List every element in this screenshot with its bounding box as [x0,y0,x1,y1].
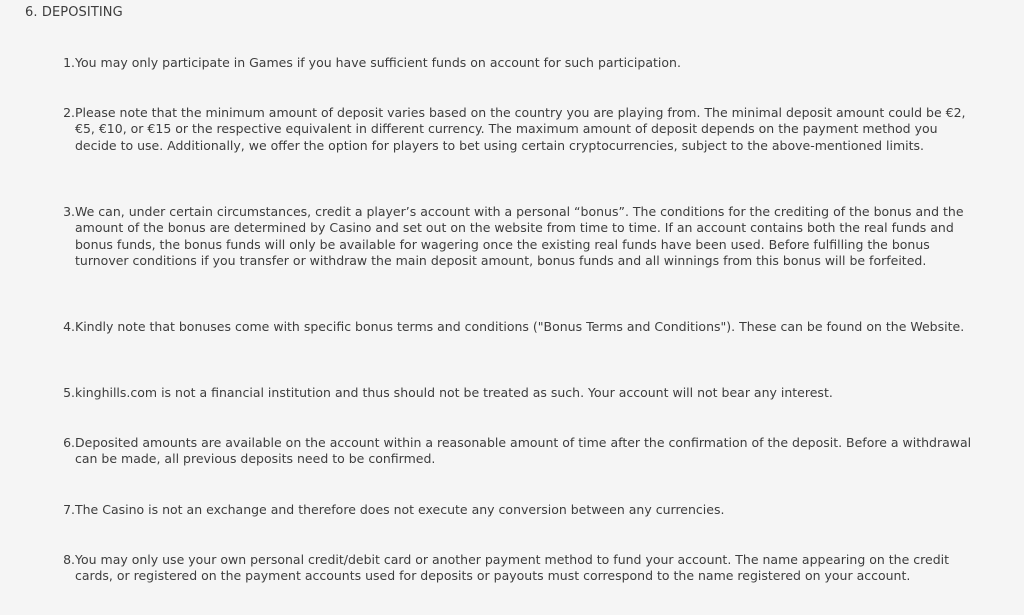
list-item-4 [57,319,972,335]
item-number: 6 . [57,435,75,468]
item-text: The Casino is not an exchange and therefore does not execute any conversion between any currencies. [75,502,725,517]
item-text: Kindly note that bonuses come with specific bonus terms and conditions ("Bonus Terms and Conditions"). These can be found on the Website. [75,319,965,334]
list-item-5 [57,385,972,401]
item-number: 5 . [57,385,75,401]
item-text: You may only use your own personal credit/debit card or another payment method to fund your account. The name appearing on the credit cards, or registered on the payment accounts used for deposits or payouts must correspond to the name registered on your account. [75,552,950,584]
item-number: 3 . [57,204,75,269]
list-item-3 [57,204,972,269]
section-number: 6. [25,5,38,20]
section-title: DEPOSITING [41,5,123,20]
item-text: kinghills.com is not a financial institution and thus should not be treated as such. Your account will not bear any interest. [75,385,833,400]
item-number: 7 . [57,502,75,518]
item-text: Please note that the minimum amount of deposit varies based on the country you are playing from. The minimal deposit amount could be €2, €5, €10, or €15 or the respective equivalent in different currency. The maximum amount of deposit depends on the payment method you decide to use. Additionally, we offer the option for players to bet using certain cryptocurrencies, subject to the above-mentioned limits. [75,105,966,153]
item-number: 4 . [57,319,75,335]
section-heading [25,5,123,21]
item-number: 8 . [57,552,75,585]
item-text: Deposited amounts are available on the account within a reasonable amount of time after the confirmation of the deposit. Before a withdrawal can be made, all previous deposits need to be confirmed. [75,435,972,467]
list-item-1 [57,55,972,71]
item-text: We can, under certain circumstances, credit a player’s account with a personal “bonus”. The conditions for the crediting of the bonus and the amount of the bonus are determined by Casino and set out on the website from time to time. If an account contains both the real funds and bonus funds, the bonus funds will only be available for wagering once the existing real funds have been used. Before fulfilling the bonus turnover conditions if you transfer or withdraw the main deposit amount, bonus funds and all winnings from this bonus will be forfeited. [75,204,964,268]
item-number: 2 . [57,105,75,154]
list-item-2 [57,105,972,154]
list-item-7 [57,502,972,518]
item-text: You may only participate in Games if you have sufficient funds on account for such participation. [75,55,681,70]
list-item-6 [57,435,972,468]
list-item-8 [57,552,972,585]
item-number: 1 . [57,55,75,71]
